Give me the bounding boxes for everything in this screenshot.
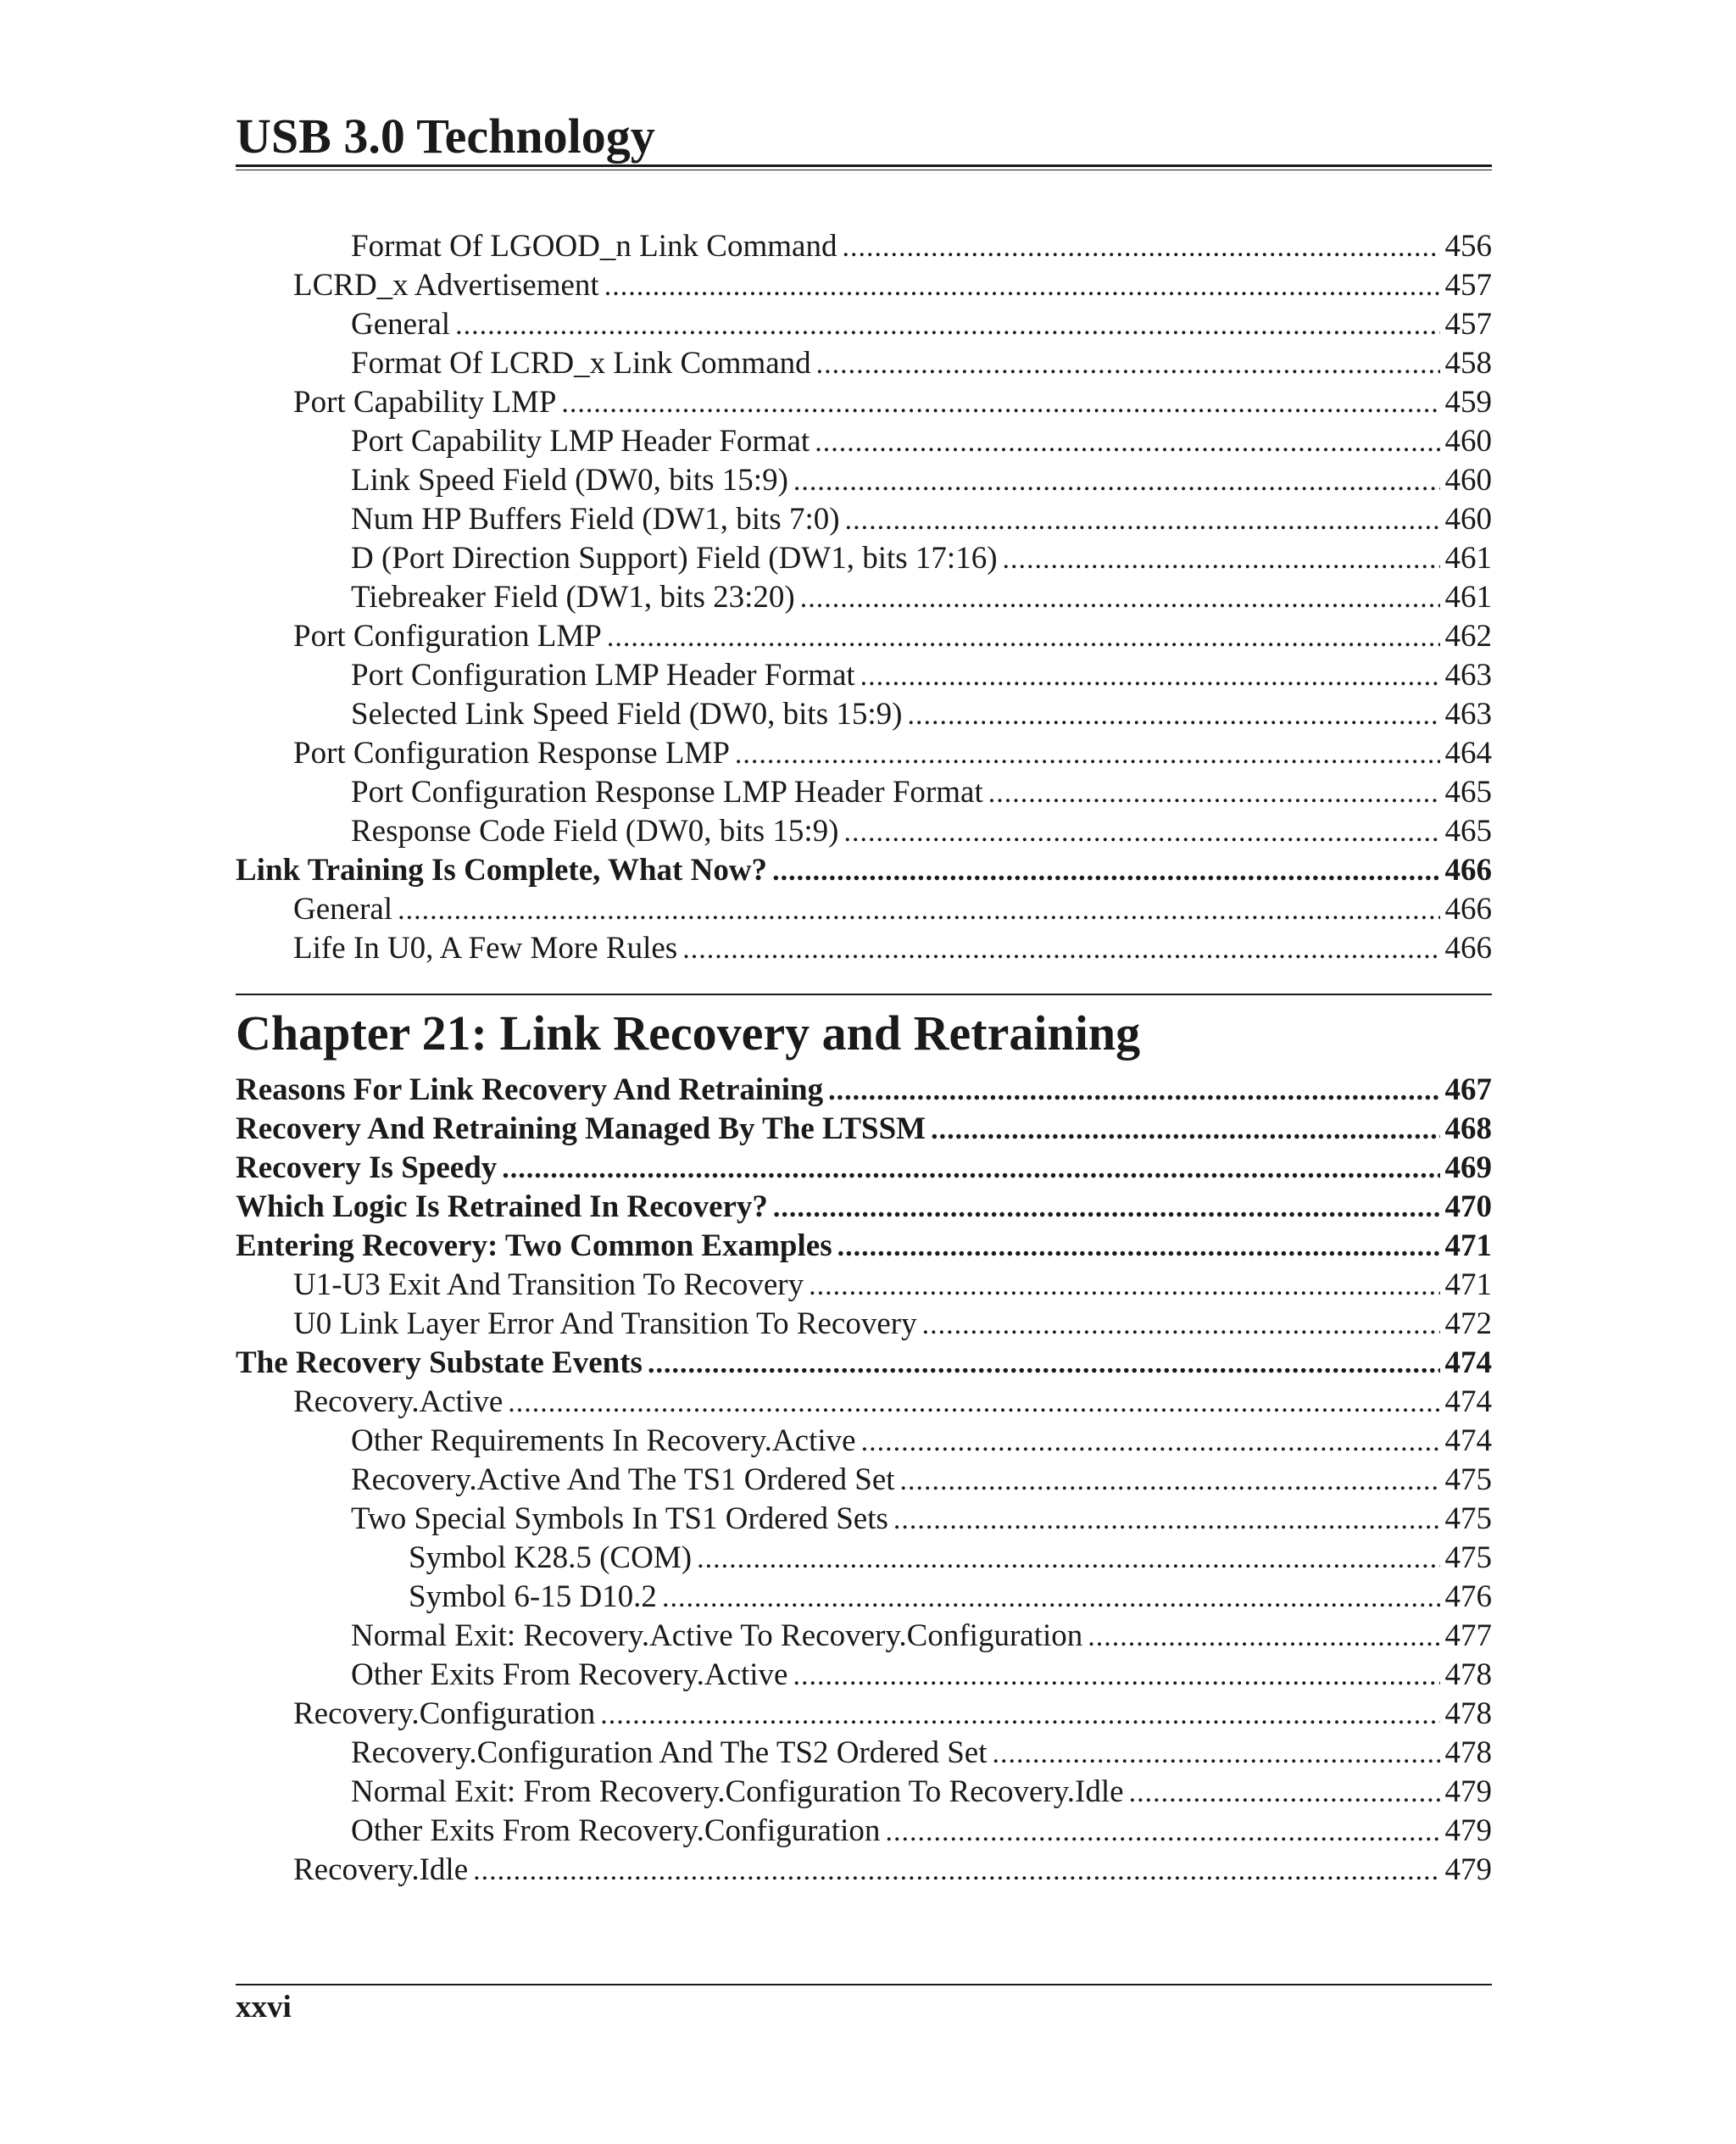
- toc-entry-page: 460: [1444, 424, 1492, 459]
- dot-leader: [662, 1579, 1440, 1618]
- chapter-divider: [236, 994, 1492, 995]
- toc-entry-page: 466: [1444, 931, 1492, 966]
- toc-entry: [236, 929, 1492, 968]
- dot-leader: [1003, 540, 1440, 579]
- toc-entry-title: D (Port Direction Support) Field (DW1, bits 17:16): [351, 541, 998, 576]
- toc-entry: [236, 1656, 1492, 1695]
- toc-entry: [236, 266, 1492, 305]
- dot-leader: [600, 1696, 1439, 1735]
- toc-entry-title: Port Configuration LMP Header Format: [351, 658, 855, 693]
- dot-leader: [992, 1735, 1439, 1774]
- dot-leader: [1088, 1618, 1439, 1657]
- toc-entry: [236, 422, 1492, 461]
- toc-entry-page: 460: [1444, 463, 1492, 498]
- toc-entry-title: Other Exits From Recovery.Active: [351, 1657, 788, 1692]
- toc-entry-page: 457: [1444, 268, 1492, 303]
- toc-entry-title: Recovery.Active And The TS1 Ordered Set: [351, 1462, 895, 1497]
- dot-leader: [828, 1072, 1439, 1111]
- toc-entry: [236, 461, 1492, 500]
- toc-entry-title: Reasons For Link Recovery And Retraining: [236, 1072, 824, 1107]
- toc-entry: [236, 1149, 1492, 1188]
- toc-entry-title: Format Of LCRD_x Link Command: [351, 346, 811, 381]
- footer-rule: [236, 1984, 1492, 1985]
- dot-leader: [815, 423, 1439, 462]
- toc-entry: [236, 1110, 1492, 1149]
- toc-entry: [236, 1695, 1492, 1734]
- toc-entry-page: 474: [1444, 1384, 1492, 1419]
- toc-entry-title: General: [293, 892, 393, 927]
- toc-entry: [236, 1617, 1492, 1656]
- dot-leader: [648, 1345, 1440, 1384]
- toc-entry-title: Response Code Field (DW0, bits 15:9): [351, 814, 839, 849]
- toc-entry-page: 466: [1444, 892, 1492, 927]
- toc-entry: [236, 344, 1492, 383]
- toc-entry-title: Selected Link Speed Field (DW0, bits 15:9): [351, 697, 903, 732]
- toc-entry: [236, 617, 1492, 656]
- dot-leader: [1129, 1774, 1440, 1813]
- dot-leader: [922, 1306, 1440, 1345]
- dot-leader: [842, 228, 1439, 267]
- toc-entry-title: Recovery And Retraining Managed By The LTSSM: [236, 1111, 926, 1146]
- toc-entry-title: Recovery.Configuration And The TS2 Ordered Set: [351, 1735, 988, 1770]
- dot-leader: [607, 618, 1440, 657]
- toc-entry: [236, 500, 1492, 539]
- toc-entry-title: Normal Exit: Recovery.Active To Recovery.Configuration: [351, 1618, 1083, 1653]
- toc-entry: [236, 1461, 1492, 1500]
- toc-page: [236, 0, 1492, 2144]
- toc-entry-page: 462: [1444, 619, 1492, 654]
- chapter-title: Chapter 21: Link Recovery and Retraining: [236, 1005, 1141, 1061]
- dot-leader: [682, 930, 1439, 969]
- toc-entry-title: Link Training Is Complete, What Now?: [236, 853, 768, 888]
- toc-entry-page: 472: [1444, 1306, 1492, 1341]
- dot-leader: [893, 1501, 1440, 1540]
- toc-entry: [236, 1539, 1492, 1578]
- toc-entry: [236, 1266, 1492, 1305]
- toc-entry-title: Recovery.Idle: [293, 1852, 469, 1887]
- toc-entry-page: 478: [1444, 1735, 1492, 1770]
- dot-leader: [861, 1423, 1440, 1462]
- dot-leader: [988, 774, 1440, 813]
- toc-entry-title: Entering Recovery: Two Common Examples: [236, 1228, 832, 1263]
- toc-entry-page: 465: [1444, 775, 1492, 810]
- toc-entry: [236, 1578, 1492, 1617]
- toc-entry-page: 474: [1444, 1345, 1492, 1380]
- dot-leader: [860, 657, 1440, 696]
- toc-entry: [236, 1851, 1492, 1890]
- toc-entry-title: Recovery.Active: [293, 1384, 504, 1419]
- toc-entry-page: 465: [1444, 814, 1492, 849]
- dot-leader: [844, 813, 1440, 852]
- toc-entry-page: 474: [1444, 1423, 1492, 1458]
- toc-entry: [236, 773, 1492, 812]
- toc-entry-page: 479: [1444, 1852, 1492, 1887]
- toc-entry: [236, 1227, 1492, 1266]
- dot-leader: [735, 735, 1440, 774]
- dot-leader: [793, 1657, 1439, 1696]
- dot-leader: [885, 1813, 1439, 1852]
- dot-leader: [800, 579, 1440, 618]
- toc-entry: [236, 812, 1492, 851]
- toc-entry: [236, 1188, 1492, 1227]
- toc-entry-page: 456: [1444, 229, 1492, 264]
- toc-entry-title: U1-U3 Exit And Transition To Recovery: [293, 1267, 804, 1302]
- toc-entry: [236, 305, 1492, 344]
- header-rule: [236, 164, 1492, 167]
- toc-entry-title: General: [351, 307, 451, 342]
- toc-entry-title: Recovery Is Speedy: [236, 1150, 498, 1185]
- toc-entry: [236, 1422, 1492, 1461]
- toc-entry-title: Port Configuration Response LMP: [293, 736, 730, 771]
- toc-entry-title: LCRD_x Advertisement: [293, 268, 599, 303]
- toc-entry-page: 467: [1444, 1072, 1492, 1107]
- toc-entry-page: 469: [1444, 1150, 1492, 1185]
- toc-entry-page: 476: [1444, 1579, 1492, 1614]
- toc-entry-page: 460: [1444, 502, 1492, 537]
- dot-leader: [931, 1111, 1439, 1150]
- toc-entry: [236, 1734, 1492, 1773]
- toc-entry-page: 468: [1444, 1111, 1492, 1146]
- toc-entry: [236, 1305, 1492, 1344]
- toc-entry: [236, 227, 1492, 266]
- toc-entry-title: Num HP Buffers Field (DW1, bits 7:0): [351, 502, 840, 537]
- toc-entry-page: 477: [1444, 1618, 1492, 1653]
- dot-leader: [508, 1384, 1439, 1423]
- toc-entry-title: Recovery.Configuration: [293, 1696, 596, 1731]
- dot-leader: [455, 306, 1439, 345]
- dot-leader: [473, 1852, 1439, 1891]
- dot-leader: [697, 1540, 1439, 1579]
- toc-entry-title: Port Capability LMP: [293, 385, 557, 420]
- toc-entry: [236, 695, 1492, 734]
- toc-entry-page: 461: [1444, 580, 1492, 615]
- toc-entry-page: 464: [1444, 736, 1492, 771]
- toc-entry-title: Port Configuration Response LMP Header Format: [351, 775, 983, 810]
- dot-leader: [900, 1462, 1440, 1501]
- toc-entry: [236, 1812, 1492, 1851]
- toc-entry: [236, 1344, 1492, 1383]
- toc-entry: [236, 656, 1492, 695]
- dot-leader: [773, 1189, 1440, 1228]
- toc-entry-title: Normal Exit: From Recovery.Configuration To Recovery.Idle: [351, 1774, 1124, 1809]
- toc-continued-list: [236, 227, 1492, 968]
- dot-leader: [793, 462, 1440, 501]
- toc-entry-page: 470: [1444, 1189, 1492, 1224]
- toc-entry: [236, 383, 1492, 422]
- toc-entry-title: Port Configuration LMP: [293, 619, 602, 654]
- toc-entry-title: Which Logic Is Retrained In Recovery?: [236, 1189, 768, 1224]
- toc-entry: [236, 1773, 1492, 1812]
- toc-entry-page: 471: [1444, 1228, 1492, 1263]
- toc-entry-title: Two Special Symbols In TS1 Ordered Sets: [351, 1501, 888, 1536]
- toc-entry-page: 479: [1444, 1774, 1492, 1809]
- toc-entry-page: 463: [1444, 658, 1492, 693]
- toc-entry-page: 475: [1444, 1462, 1492, 1497]
- chapter-entries-list: [236, 1071, 1492, 1890]
- running-head: USB 3.0 Technology: [236, 109, 655, 164]
- page-number: xxvi: [236, 1990, 292, 2024]
- dot-leader: [604, 267, 1440, 306]
- toc-entry: [236, 1383, 1492, 1422]
- toc-entry: [236, 851, 1492, 890]
- toc-entry: [236, 1071, 1492, 1110]
- toc-entry: [236, 1500, 1492, 1539]
- toc-entry-page: 471: [1444, 1267, 1492, 1302]
- dot-leader: [772, 852, 1439, 891]
- toc-entry-page: 466: [1444, 853, 1492, 888]
- toc-entry-page: 478: [1444, 1696, 1492, 1731]
- dot-leader: [845, 501, 1440, 540]
- toc-entry-title: Life In U0, A Few More Rules: [293, 931, 678, 966]
- toc-entry-page: 475: [1444, 1540, 1492, 1575]
- toc-entry-title: Link Speed Field (DW0, bits 15:9): [351, 463, 788, 498]
- toc-entry: [236, 890, 1492, 929]
- dot-leader: [907, 696, 1439, 735]
- dot-leader: [816, 345, 1440, 384]
- toc-entry-title: The Recovery Substate Events: [236, 1345, 643, 1380]
- toc-entry-page: 459: [1444, 385, 1492, 420]
- toc-entry-page: 461: [1444, 541, 1492, 576]
- toc-entry-page: 457: [1444, 307, 1492, 342]
- toc-entry: [236, 734, 1492, 773]
- toc-entry-page: 478: [1444, 1657, 1492, 1692]
- dot-leader: [561, 384, 1439, 423]
- toc-entry-title: Tiebreaker Field (DW1, bits 23:20): [351, 580, 795, 615]
- dot-leader: [502, 1150, 1439, 1189]
- toc-entry: [236, 578, 1492, 617]
- toc-entry-page: 479: [1444, 1813, 1492, 1848]
- toc-entry-page: 458: [1444, 346, 1492, 381]
- dot-leader: [837, 1228, 1440, 1267]
- toc-entry-title: Other Requirements In Recovery.Active: [351, 1423, 856, 1458]
- toc-entry-title: Other Exits From Recovery.Configuration: [351, 1813, 881, 1848]
- dot-leader: [398, 891, 1439, 930]
- toc-entry-title: Symbol 6-15 D10.2: [409, 1579, 657, 1614]
- dot-leader: [809, 1267, 1439, 1306]
- toc-entry-title: Format Of LGOOD_n Link Command: [351, 229, 837, 264]
- toc-entry-page: 463: [1444, 697, 1492, 732]
- toc-entry-title: Port Capability LMP Header Format: [351, 424, 810, 459]
- toc-entry-title: Symbol K28.5 (COM): [409, 1540, 693, 1575]
- toc-entry: [236, 539, 1492, 578]
- toc-entry-page: 475: [1444, 1501, 1492, 1536]
- toc-entry-title: U0 Link Layer Error And Transition To Recovery: [293, 1306, 917, 1341]
